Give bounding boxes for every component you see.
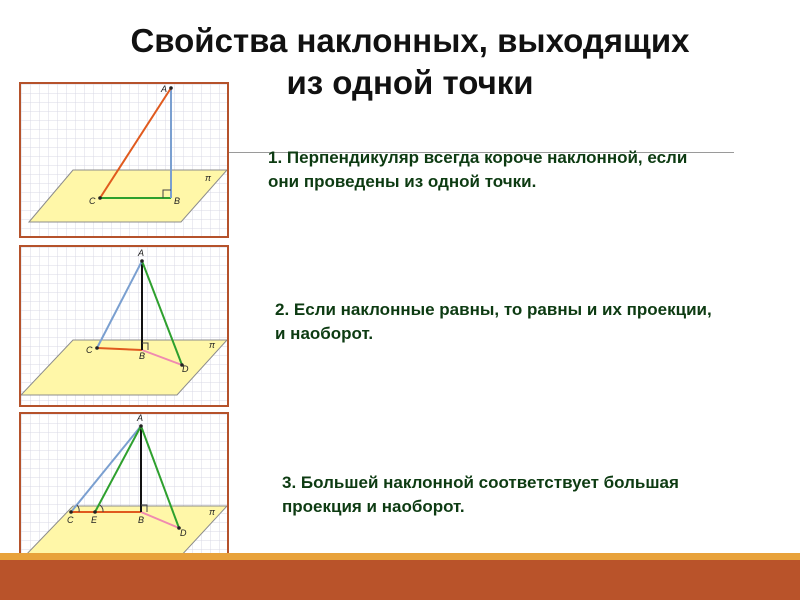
footer-accent-bar xyxy=(0,553,800,560)
label-plane: π xyxy=(209,340,216,350)
label-b: B xyxy=(139,351,146,361)
label-a: A xyxy=(137,414,144,423)
figure-1-drawing xyxy=(21,84,227,236)
label-c: C xyxy=(89,196,96,206)
label-b: B xyxy=(138,515,145,525)
label-a: A xyxy=(138,248,145,258)
label-d: D xyxy=(180,528,187,538)
slide-title-line-2: из одной точки xyxy=(286,64,534,101)
label-plane: π xyxy=(209,507,216,517)
label-c: C xyxy=(67,515,74,525)
label-c: C xyxy=(86,345,93,355)
footer-bar xyxy=(0,560,800,600)
label-a: A xyxy=(161,84,168,94)
slide-title-line-1: Свойства наклонных, выходящих xyxy=(130,22,690,59)
property-3-text: 3. Большей наклонной соответствует большая проекция и наоборот. xyxy=(282,473,679,516)
property-2-text: 2. Если наклонные равны, то равны и их проекции, и наоборот. xyxy=(275,300,712,343)
property-1-text: 1. Перпендикуляр всегда короче наклонной, если они проведены из одной точки. xyxy=(268,148,688,191)
label-b: B xyxy=(174,196,181,206)
label-d: D xyxy=(182,364,189,374)
label-e: E xyxy=(91,515,98,525)
figure-2-drawing xyxy=(21,247,227,405)
figure-perpendicular-vs-oblique xyxy=(19,82,229,238)
figure-equal-obliques xyxy=(19,245,229,407)
label-plane: π xyxy=(205,173,212,183)
